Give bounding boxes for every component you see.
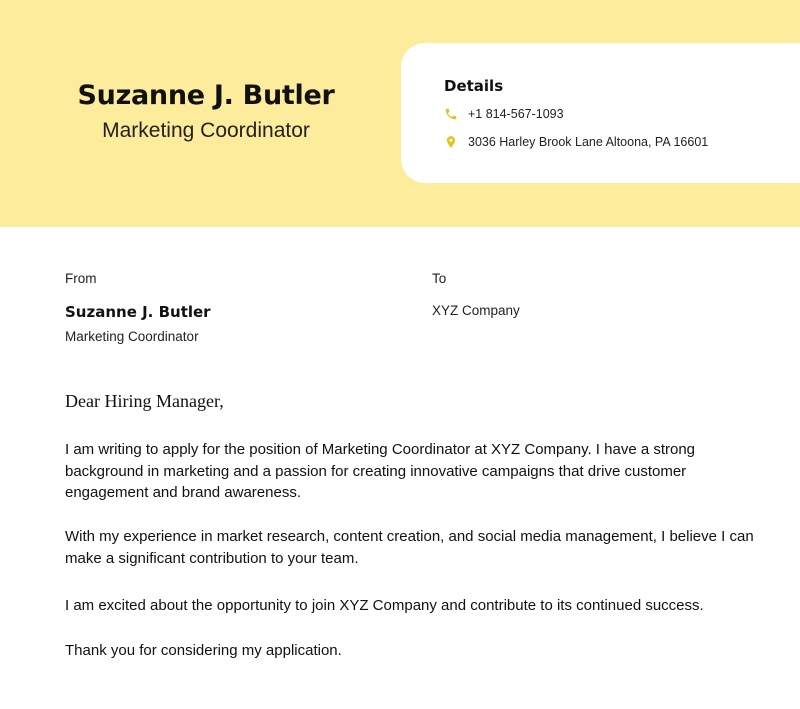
- letter-paragraph: I am excited about the opportunity to join XYZ Company and contribute to its continued success.: [65, 597, 704, 614]
- address-row: [444, 135, 708, 149]
- details-title: Details: [444, 77, 504, 95]
- address-text: 3036 Harley Brook Lane Altoona, PA 16601: [468, 135, 709, 149]
- applicant-name: Suzanne J. Butler: [77, 80, 335, 111]
- to-label: To: [432, 271, 447, 286]
- sender-name: Suzanne J. Butler: [65, 303, 211, 321]
- from-label: From: [65, 271, 97, 286]
- letter-paragraph: Thank you for considering my application.: [65, 642, 342, 659]
- applicant-role: Marketing Coordinator: [102, 119, 310, 142]
- details-card: [401, 43, 800, 183]
- salutation: Dear Hiring Manager,: [65, 391, 224, 411]
- phone-row: [444, 107, 564, 121]
- recipient-company: XYZ Company: [432, 303, 520, 318]
- sender-role: Marketing Coordinator: [65, 329, 199, 344]
- phone-text: +1 814-567-1093: [468, 107, 564, 121]
- phone-icon: [444, 107, 458, 121]
- letter-paragraph: With my experience in market research, content creation, and social media management, I believe I can make a significant contribution to your team.: [65, 528, 754, 567]
- name-block: [0, 78, 412, 144]
- letter-paragraph: I am writing to apply for the position of Marketing Coordinator at XYZ Company. I have a strong background in marketing and a passion for creating innovative campaigns that drive customer engagement and brand awareness.: [65, 441, 696, 501]
- location-pin-icon: [444, 135, 458, 149]
- header-banner: [0, 0, 800, 227]
